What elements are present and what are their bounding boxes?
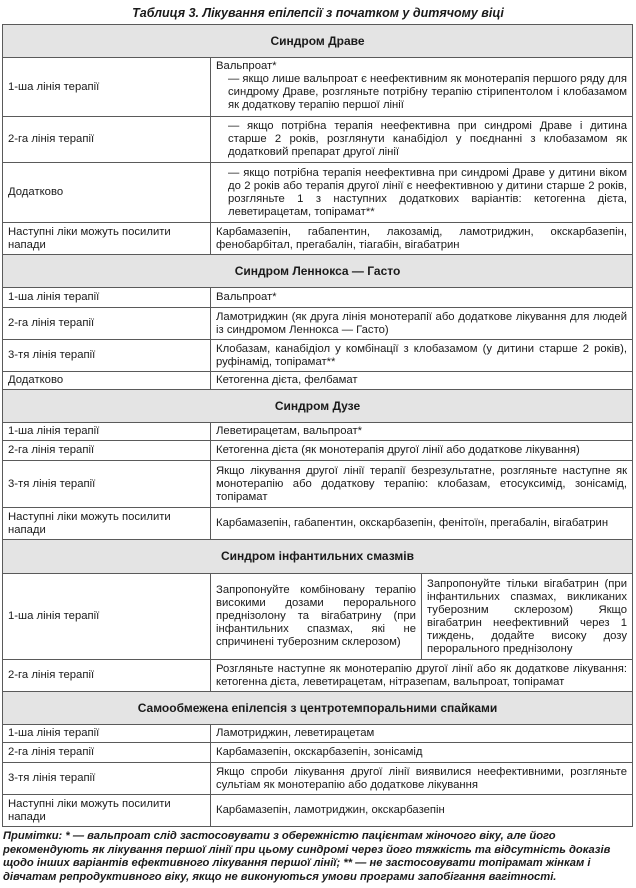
row-content: — якщо потрібна терапія неефективна при синдромі Драве у дитини віком до 2 років або терапія другої лінії є неефективною у дитини старше 2 років, розгляньте 1 з наступних додаткових варіантів: кетогенна дієта, леветирацетам, топірамат**: [211, 163, 633, 223]
row-label: 3-тя лінія терапії: [3, 340, 211, 372]
table-row: [3, 340, 633, 372]
row-label: 3-тя лінія терапії: [3, 461, 211, 508]
row-label: Додатково: [3, 163, 211, 223]
section-header-row: [3, 25, 633, 58]
table-row: [3, 372, 633, 390]
row-content: Ламотриджин (як друга лінія монотерапії або додаткове лікування для людей із синдромом Леннокса — Гасто): [211, 308, 633, 340]
table-row: [3, 58, 633, 117]
table-row: [3, 423, 633, 441]
notes-label: Примітки:: [3, 830, 63, 842]
row-content: Ламотриджин, леветирацетам: [211, 725, 633, 743]
table-row: [3, 763, 633, 795]
row-label: 2-га лінія терапії: [3, 660, 211, 692]
row-label: 2-га лінія терапії: [3, 743, 211, 763]
row-label: Наступні ліки можуть посилити напади: [3, 223, 211, 255]
section-infantile-header: Синдром інфантильних смазмів: [3, 540, 633, 574]
row-label: 1-ша лінія терапії: [3, 574, 211, 660]
table-row: [3, 508, 633, 540]
table-row: [3, 117, 633, 163]
row-content: Клобазам, канабідіол у комбінації з клобазамом (у дитини старше 2 років), руфінамід, топірамат**: [211, 340, 633, 372]
row-content: Вальпроат*: [211, 288, 633, 308]
table-row: [3, 461, 633, 508]
row-content-left: Запропонуйте комбіновану терапію високими дозами перорального преднізолону та вігабатрину (при інфантильних спазмах, які не спричинені туберозним склерозом): [211, 574, 422, 660]
table-row: [3, 288, 633, 308]
row-label: 2-га лінія терапії: [3, 117, 211, 163]
row-label: 3-тя лінія терапії: [3, 763, 211, 795]
row-content: Карбамазепін, окскарбазепін, зонісамід: [211, 743, 633, 763]
table-row: [3, 441, 633, 461]
table-row: [3, 795, 633, 827]
section-centrotemporal-header: Самообмежена епілепсія з центротемпоральними спайками: [3, 692, 633, 725]
row-label: 2-га лінія терапії: [3, 308, 211, 340]
row-label: 1-ша лінія терапії: [3, 423, 211, 441]
row-content: Карбамазепін, габапентин, окскарбазепін, фенітоїн, прегабалін, вігабатрин: [211, 508, 633, 540]
section-header-row: [3, 540, 633, 574]
row-content: Кетогенна дієта (як монотерапія другої лінії або додаткове лікування): [211, 441, 633, 461]
row-content: Якщо лікування другої лінії терапії безрезультатне, розгляньте наступне як монотерапію або додаткову терапію: клобазам, етосуксимід, зонісамід, топірамат: [211, 461, 633, 508]
row-label: 1-ша лінія терапії: [3, 725, 211, 743]
table-row: [3, 308, 633, 340]
row-content-right: Запропонуйте тільки вігабатрин (при інфантильних спазмах, викликаних туберозним склерозом) Якщо вігабатрин неефективний через 1 тиждень, додайте високу дозу перорального преднізолону: [422, 574, 633, 660]
row-content: Карбамазепін, ламотриджин, окскарбазепін: [211, 795, 633, 827]
table-title: Таблиця 3. Лікування епілепсії з початком у дитячому віці: [132, 6, 504, 20]
row-note: — якщо лише вальпроат є неефективним як монотерапія першого ряду для синдрому Драве, розгляньте потрібну терапію стірипентолом і клобазамом як додаткову терапію першої лінії: [228, 73, 628, 111]
section-doose-header: Синдром Дузе: [3, 390, 633, 423]
row-content: Кетогенна дієта, фелбамат: [211, 372, 633, 390]
row-content: Карбамазепін, габапентин, лакозамід, ламотриджин, окскарбазепін, фенобарбітал, прегабалін, тіагабін, вігабатрин: [211, 223, 633, 255]
row-label: 1-ша лінія терапії: [3, 58, 211, 117]
row-label: Додатково: [3, 372, 211, 390]
row-content: Якщо спроби лікування другої лінії виявилися неефективними, розгляньте сультіам як монотерапію або додаткове лікування: [211, 763, 633, 795]
section-header-row: [3, 255, 633, 288]
treatment-table: [2, 24, 633, 827]
section-dravet-header: Синдром Драве: [3, 25, 633, 58]
section-header-row: [3, 692, 633, 725]
table-row: [3, 743, 633, 763]
table-row: [3, 574, 633, 660]
section-header-row: [3, 390, 633, 423]
notes-text: * — вальпроат слід застосовувати з обережністю пацієнтам жіночого віку, але його рекомендують як лікування першої лінії при цьому синдромі через його тяжкість та відсутність доказів щодо інших варіантів ефективного лікування першої лінії; ** — не застосовувати топірамат жінкам і дівчатам репродуктивного віку, якщо не виконуються умови програми запобігання вагітності.: [3, 830, 611, 883]
table-row: [3, 660, 633, 692]
row-label: 1-ша лінія терапії: [3, 288, 211, 308]
row-label: Наступні ліки можуть посилити напади: [3, 508, 211, 540]
row-label: 2-га лінія терапії: [3, 441, 211, 461]
row-label: Наступні ліки можуть посилити напади: [3, 795, 211, 827]
drug-name: Вальпроат*: [216, 60, 277, 72]
table-row: [3, 223, 633, 255]
table-row: [3, 163, 633, 223]
section-lennox-header: Синдром Леннокса — Гасто: [3, 255, 633, 288]
footnotes: [3, 830, 627, 884]
row-content: Леветирацетам, вальпроат*: [211, 423, 633, 441]
row-content: Розгляньте наступне як монотерапію другої лінії або як додаткове лікування: кетогенна дієта, леветирацетам, нітразепам, вальпроат, топірамат: [211, 660, 633, 692]
row-content: [211, 58, 633, 117]
table-row: [3, 725, 633, 743]
row-content: — якщо потрібна терапія неефективна при синдромі Драве і дитина старше 2 років, розглянути канабідіол у поєднанні з клобазамом як додатковий препарат другої лінії: [211, 117, 633, 163]
